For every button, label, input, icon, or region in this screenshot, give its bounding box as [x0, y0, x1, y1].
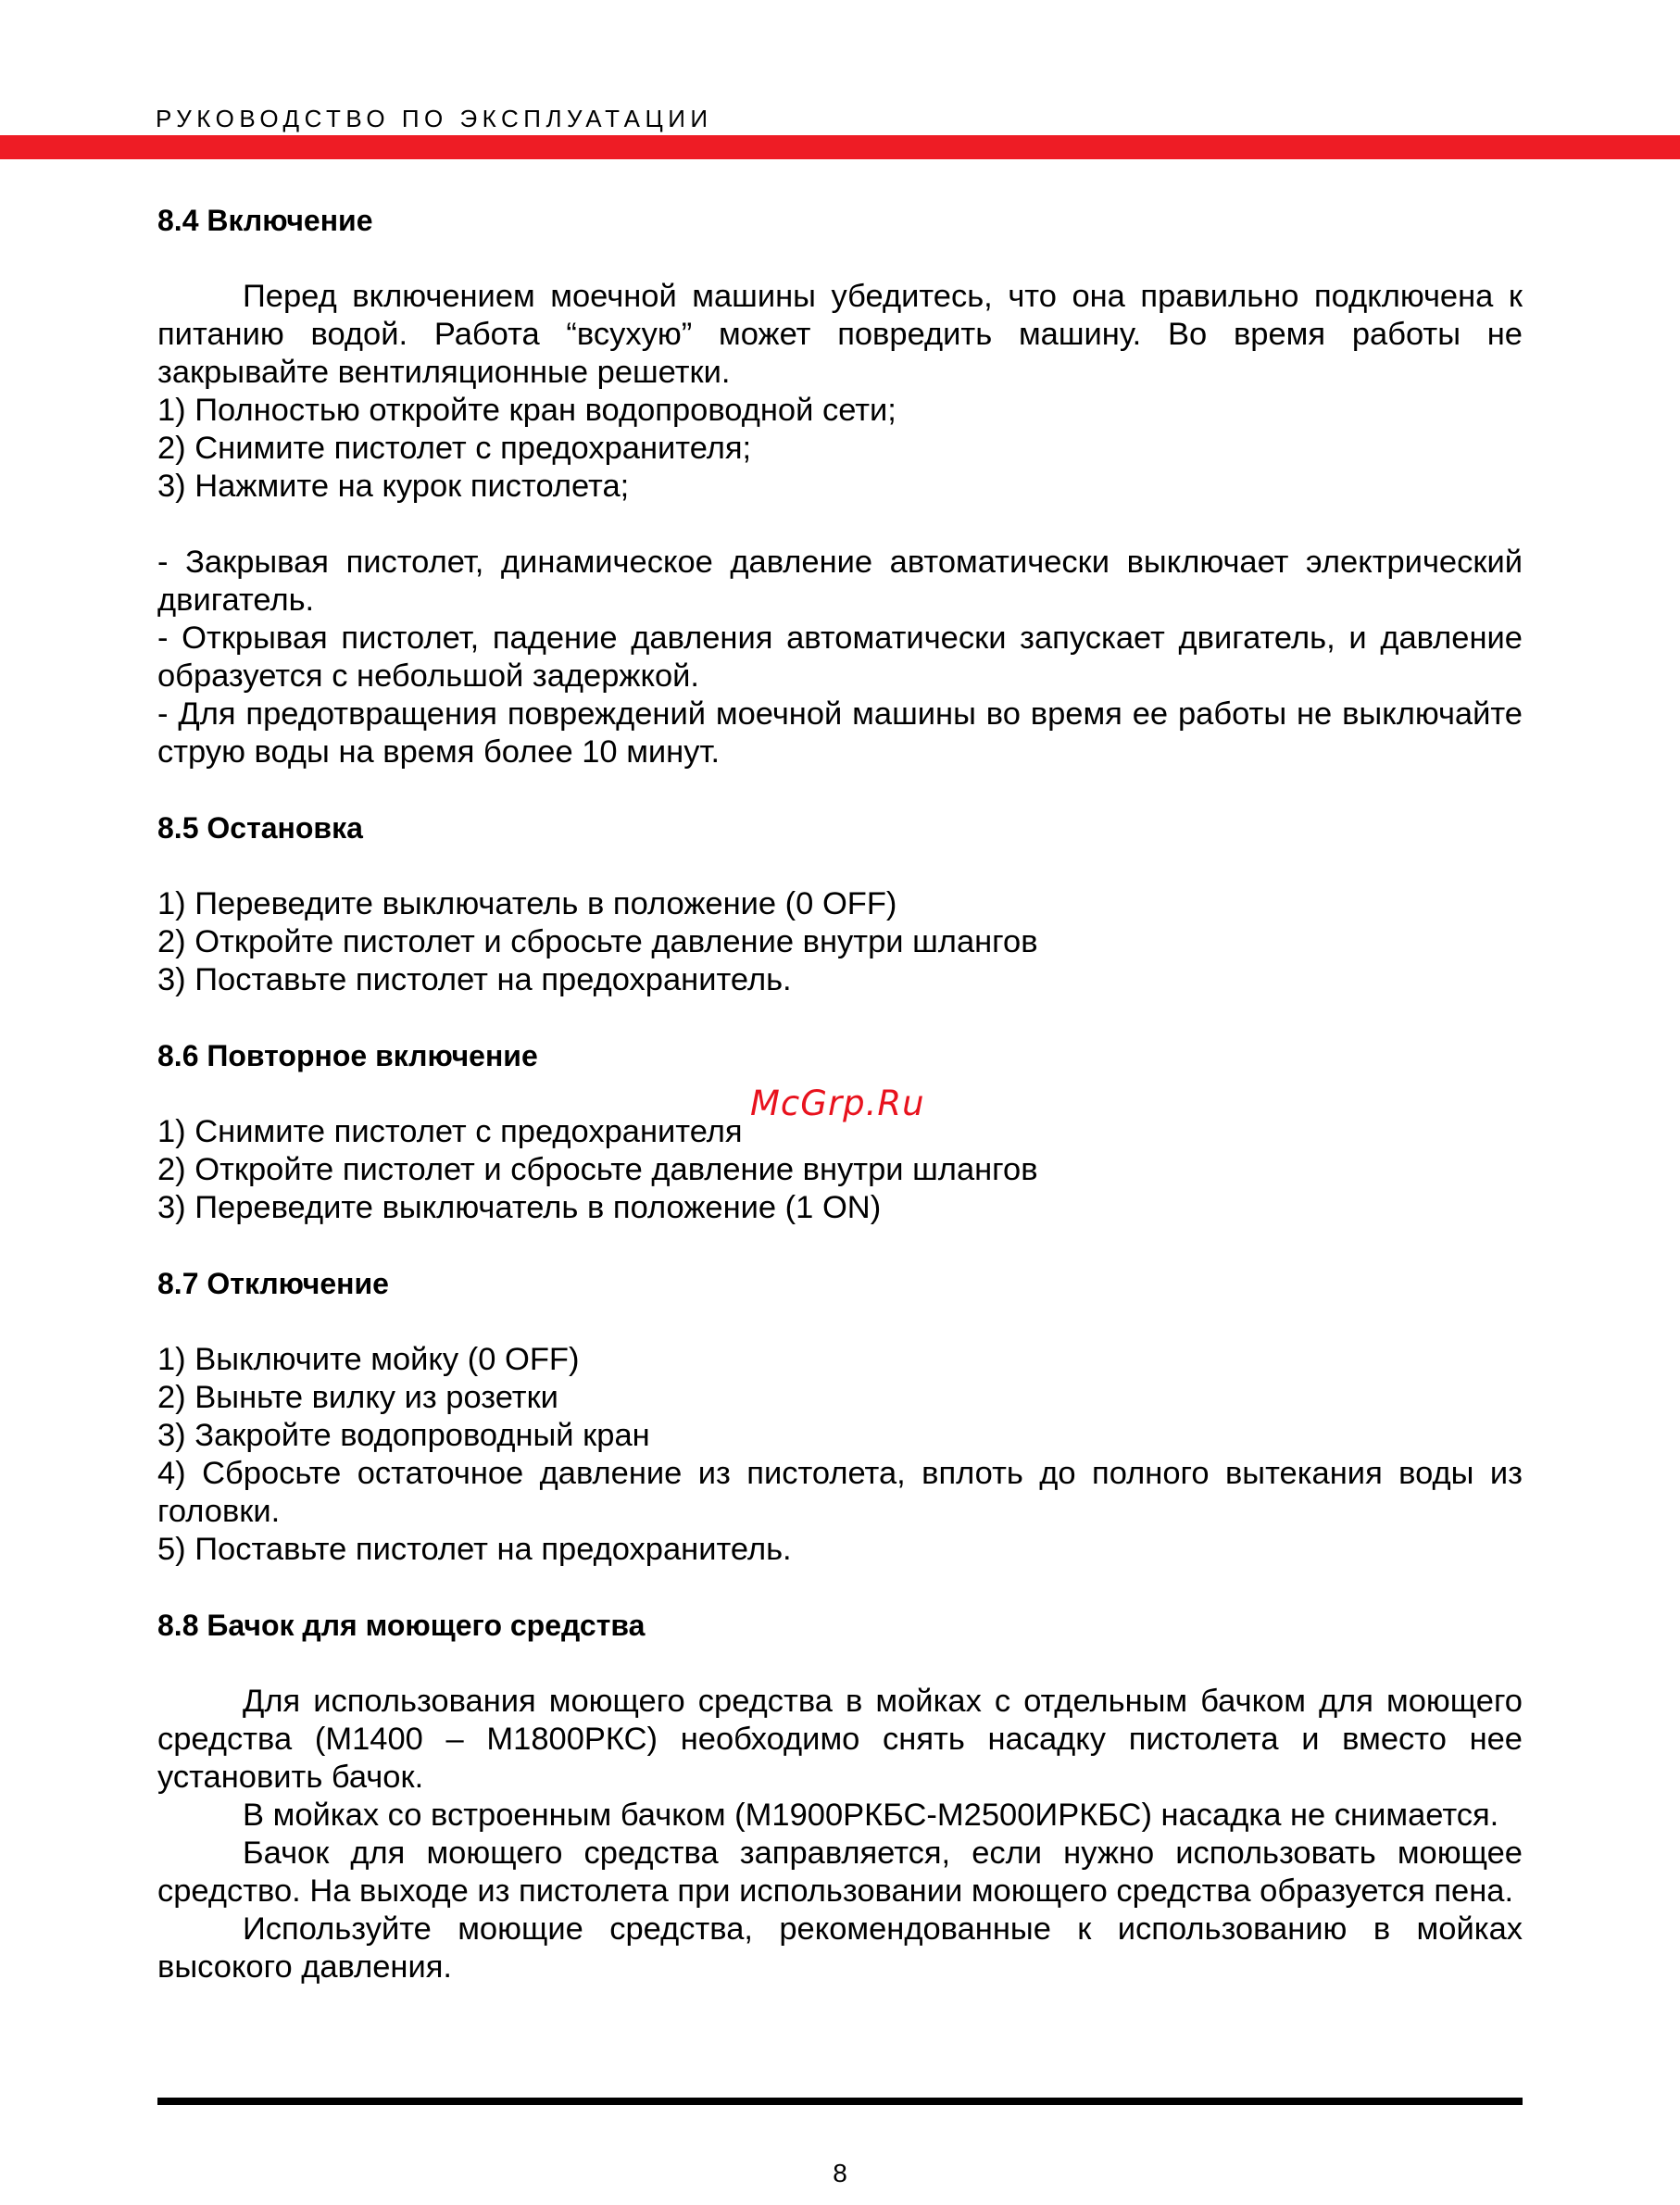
watermark-text: McGrp.Ru: [750, 1084, 925, 1123]
section-8-6-step-1: 1) Снимите пистолет с предохранителя: [157, 1114, 743, 1149]
section-8-7-step-2: 2) Выньте вилку из розетки: [157, 1380, 558, 1415]
document-header-title: РУКОВОДСТВО ПО ЭКСПЛУАТАЦИИ: [156, 105, 713, 132]
section-8-7-step-4: 4) Сбросьте остаточное давление из пистолета, вплоть до полного вытекания воды из головки.: [157, 1456, 1523, 1529]
section-8-6-step-2: 2) Откройте пистолет и сбросьте давление внутри шлангов: [157, 1152, 1038, 1187]
section-8-6-step-3: 3) Переведите выключатель в положение (1 ON): [157, 1190, 882, 1225]
section-8-7-step-1: 1) Выключите мойку (0 OFF): [157, 1342, 580, 1377]
section-8-8-paragraph-1: Для использования моющего средства в мойках с отдельным бачком для моющего средства (М1400 – М1800РКС) необходимо снять насадку пистолета и вместо нее установить бачок.: [157, 1684, 1523, 1795]
section-heading-8-4: 8.4 Включение: [157, 204, 373, 237]
section-8-5-step-2: 2) Откройте пистолет и сбросьте давление внутри шлангов: [157, 924, 1038, 959]
section-8-4-note-3: - Для предотвращения повреждений моечной машины во время ее работы не выключайте струю воды на время более 10 минут.: [157, 696, 1523, 770]
section-8-7-step-5: 5) Поставьте пистолет на предохранитель.: [157, 1532, 792, 1567]
section-8-4-step-2: 2) Снимите пистолет с предохранителя;: [157, 431, 752, 466]
section-8-4-step-1: 1) Полностью откройте кран водопроводной сети;: [157, 393, 896, 428]
footer-rule: [157, 2098, 1523, 2105]
section-8-7-step-3: 3) Закройте водопроводный кран: [157, 1418, 650, 1453]
section-8-4-note-2: - Открывая пистолет, падение давления автоматически запускает двигатель, и давление образуется с небольшой задержкой.: [157, 620, 1523, 694]
header-red-band: [0, 135, 1680, 159]
section-8-5-step-1: 1) Переведите выключатель в положение (0 OFF): [157, 886, 897, 921]
section-8-8-paragraph-2: В мойках со встроенным бачком (М1900РКБС-М2500ИРКБС) насадка не снимается.: [243, 1798, 1499, 1833]
section-8-4-intro: Перед включением моечной машины убедитесь, что она правильно подключена к питанию водой. Работа “всухую” может повредить машину. Во время работы не закрывайте вентиляционные решетки.: [157, 279, 1523, 390]
section-8-8-paragraph-3: Бачок для моющего средства заправляется, если нужно использовать моющее средство. На выходе из пистолета при использовании моющего средства образуется пена.: [157, 1835, 1523, 1909]
section-heading-8-8: 8.8 Бачок для моющего средства: [157, 1609, 646, 1642]
section-8-5-step-3: 3) Поставьте пистолет на предохранитель.: [157, 962, 792, 997]
section-heading-8-5: 8.5 Остановка: [157, 811, 363, 845]
section-8-8-paragraph-4: Используйте моющие средства, рекомендованные к использованию в мойках высокого давления.: [157, 1911, 1523, 1985]
section-8-4-step-3: 3) Нажмите на курок пистолета;: [157, 469, 630, 504]
section-heading-8-7: 8.7 Отключение: [157, 1267, 389, 1300]
section-8-4-note-1: - Закрывая пистолет, динамическое давление автоматически выключает электрический двигатель.: [157, 545, 1523, 618]
page-number: 8: [833, 2159, 847, 2187]
section-heading-8-6: 8.6 Повторное включение: [157, 1039, 538, 1072]
